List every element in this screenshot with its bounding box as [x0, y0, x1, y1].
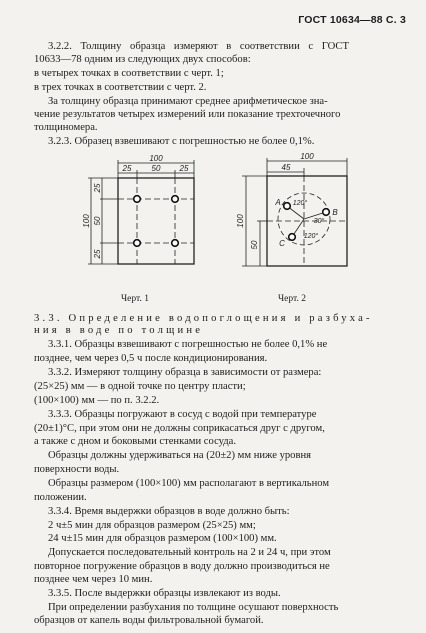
paragraph-line: 3.3.3. Образцы погружают в сосуд с водой при температуре [48, 409, 317, 420]
dim-total-label: 100 [300, 152, 314, 161]
paragraph-line: (25×25) мм — в одной точке по центру пласти; [34, 381, 246, 392]
paragraph-line: Образцы размером (100×100) мм располагают в вертикальном [48, 478, 330, 489]
paragraph-line: (20±1)°С, при этом они не должны соприкасаться друг с другом, [34, 423, 325, 434]
paragraph-line: 24 ч±15 мин для образцов размером (100×100) мм. [48, 533, 277, 544]
paragraph-line: образцов от капель воды фильтровальной бумагой. [34, 615, 264, 626]
paragraph-line: а также с дном и боковыми стенками сосуда. [34, 436, 237, 447]
figure-1-caption: Черт. 1 [121, 294, 149, 304]
paragraph-line: 3.3.1. Образцы взвешивают с погрешностью не более 0,1% не [48, 339, 328, 350]
paragraph-line: толщиномера. [34, 122, 98, 133]
angle-label: 30° [313, 218, 325, 225]
paragraph-line: повторное погружение образцов в воду должно производиться не [34, 561, 330, 572]
paragraph-line: 10633—78 одним из следующих двух способов: [34, 54, 251, 65]
dim-label: 50 [151, 164, 161, 173]
section-title: ния в воде по толщине [34, 325, 204, 336]
paragraph-line: позднее чем через 10 мин. [34, 574, 153, 585]
angle-label: 120° [292, 200, 308, 207]
dim-label: 45 [281, 163, 291, 172]
section-title: 3.3. Определение водопоглощения и разбуха- [34, 313, 373, 324]
paragraph-line: чение результатов четырех измерений или показание трехточечного [34, 109, 341, 120]
page-header: ГОСТ 10634—88 С. 3 [298, 14, 406, 26]
paragraph-line: 2 ч±5 мин для образцов размером (25×25) мм; [48, 520, 256, 531]
paragraph-line: в трех точках в соответствии с черт. 2. [34, 82, 207, 93]
point-a-label: A [275, 198, 281, 207]
point-c-label: C [279, 239, 285, 248]
paragraph-line: Образцы должны удерживаться на (20±2) мм ниже уровня [48, 450, 312, 461]
paragraph-line: За толщину образца принимают среднее арифметическое зна- [48, 96, 328, 107]
dim-label: 100 [82, 214, 91, 228]
dim-label: 25 [122, 164, 132, 173]
dim-label: 50 [93, 216, 102, 226]
paragraph-line: Допускается последовательный контроль на 2 и 24 ч, при этом [48, 547, 331, 558]
paragraph-line: в четырех точках в соответствии с черт. 1; [34, 68, 224, 79]
paragraph-line: 3.3.2. Измеряют толщину образца в зависимости от размера: [48, 367, 322, 378]
dim-label: 25 [93, 183, 102, 193]
paragraph-line: 3.2.2. Толщину образца измеряют в соответствии с ГОСТ [48, 41, 349, 52]
angle-label: 120° [303, 233, 319, 240]
dim-label: 25 [93, 249, 102, 259]
paragraph-line: (100×100) мм — по п. 3.2.2. [34, 395, 160, 406]
dim-label: 50 [250, 240, 259, 250]
paragraph-line: 3.3.5. После выдержки образцы извлекают из воды. [48, 588, 281, 599]
paragraph-line: позднее, чем через 0,5 ч после кондиционирования. [34, 353, 268, 364]
paragraph-line: 3.2.3. Образец взвешивают с погрешностью не более 0,1%. [48, 136, 315, 147]
paragraph-line: поверхности воды. [34, 464, 120, 475]
figure-1 [78, 150, 208, 280]
figure-2 [222, 150, 362, 285]
dim-label: 100 [236, 214, 245, 228]
dim-label: 25 [179, 164, 189, 173]
point-b-label: B [332, 208, 338, 217]
paragraph-line: 3.3.4. Время выдержки образцов в воде должно быть: [48, 506, 290, 517]
paragraph-line: положении. [34, 492, 87, 503]
dim-total-label: 100 [149, 154, 163, 163]
figure-2-caption: Черт. 2 [278, 294, 306, 304]
paragraph-line: При определении разбухания по толщине осушают поверхность [48, 602, 339, 613]
